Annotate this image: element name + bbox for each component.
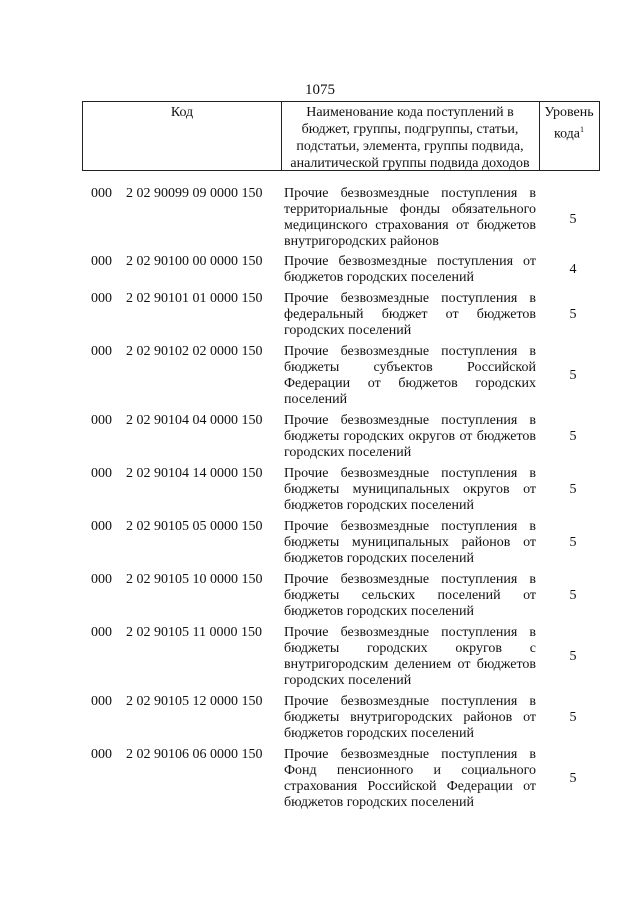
admin-code: 000 [91, 572, 112, 587]
code-level: 5 [569, 307, 577, 322]
page-number: 1075 [305, 82, 335, 98]
income-name: Прочие безвозмездные поступления в бюджеты городских округов с внутригородским делением от бюджетов городских поселений [284, 625, 536, 688]
admin-code: 000 [91, 466, 112, 481]
admin-code: 000 [91, 186, 112, 201]
code-level: 5 [569, 588, 577, 603]
table-row [0, 694, 640, 742]
admin-code: 000 [91, 694, 112, 709]
code-level: 5 [569, 482, 577, 497]
admin-code: 000 [91, 254, 112, 269]
income-code: 2 02 90105 05 0000 150 [126, 519, 263, 534]
header-name: Наименование кода поступлений в бюджет, группы, подгруппы, статьи, подстатьи, элемента, группы подвида, аналитической группы подвида доходов [281, 102, 540, 170]
table-row [0, 572, 640, 620]
income-code: 2 02 90102 02 0000 150 [126, 344, 263, 359]
table-row [0, 291, 640, 339]
income-name: Прочие безвозмездные поступления в бюджеты внутригородских районов от бюджетов городских поселений [284, 694, 536, 741]
header-level-footnote: 1 [580, 125, 585, 134]
income-code: 2 02 90104 14 0000 150 [126, 466, 263, 481]
admin-code: 000 [91, 747, 112, 762]
income-name: Прочие безвозмездные поступления в бюджеты муниципальных округов от бюджетов городских поселений [284, 466, 536, 513]
code-level: 5 [569, 212, 577, 227]
code-level: 5 [569, 535, 577, 550]
table-row [0, 344, 640, 408]
income-name: Прочие безвозмездные поступления в бюджеты городских округов от бюджетов городских поселений [284, 413, 536, 460]
income-name: Прочие безвозмездные поступления в Фонд пенсионного и социального страхования Российской Федерации от бюджетов городских поселений [284, 747, 536, 810]
code-level: 5 [569, 429, 577, 444]
income-code: 2 02 90101 01 0000 150 [126, 291, 263, 306]
table-row [0, 625, 640, 689]
income-code: 2 02 90104 04 0000 150 [126, 413, 263, 428]
table-body [0, 186, 640, 811]
code-level: 5 [569, 710, 577, 725]
income-code: 2 02 90105 11 0000 150 [126, 625, 262, 640]
table-row [0, 254, 640, 286]
code-level: 4 [569, 262, 577, 277]
income-name: Прочие безвозмездные поступления в федеральный бюджет от бюджетов городских поселений [284, 291, 536, 338]
table-row [0, 413, 640, 461]
income-name: Прочие безвозмездные поступления от бюджетов городских поселений [284, 254, 536, 285]
table-row [0, 519, 640, 567]
income-code: 2 02 90105 10 0000 150 [126, 572, 263, 587]
income-code: 2 02 90099 09 0000 150 [126, 186, 263, 201]
admin-code: 000 [91, 291, 112, 306]
admin-code: 000 [91, 413, 112, 428]
income-name: Прочие безвозмездные поступления в бюджеты субъектов Российской Федерации от бюджетов городских поселений [284, 344, 536, 407]
header-level-label: Уровень кода [544, 105, 594, 142]
header-level [539, 102, 599, 170]
admin-code: 000 [91, 625, 112, 640]
code-level: 5 [569, 771, 577, 786]
table-row [0, 466, 640, 514]
income-name: Прочие безвозмездные поступления в бюджеты сельских поселений от бюджетов городских поселений [284, 572, 536, 619]
code-level: 5 [569, 368, 577, 383]
code-level: 5 [569, 649, 577, 664]
table-row [0, 747, 640, 811]
income-name: Прочие безвозмездные поступления в территориальные фонды обязательного медицинского страхования от бюджетов внутригородских районов [284, 186, 536, 249]
admin-code: 000 [91, 519, 112, 534]
admin-code: 000 [91, 344, 112, 359]
table-header [82, 101, 600, 171]
income-code: 2 02 90106 06 0000 150 [126, 747, 263, 762]
header-code: Код [83, 102, 282, 170]
table-row [0, 186, 640, 250]
income-code: 2 02 90105 12 0000 150 [126, 694, 263, 709]
income-name: Прочие безвозмездные поступления в бюджеты муниципальных районов от бюджетов городских поселений [284, 519, 536, 566]
income-code: 2 02 90100 00 0000 150 [126, 254, 263, 269]
